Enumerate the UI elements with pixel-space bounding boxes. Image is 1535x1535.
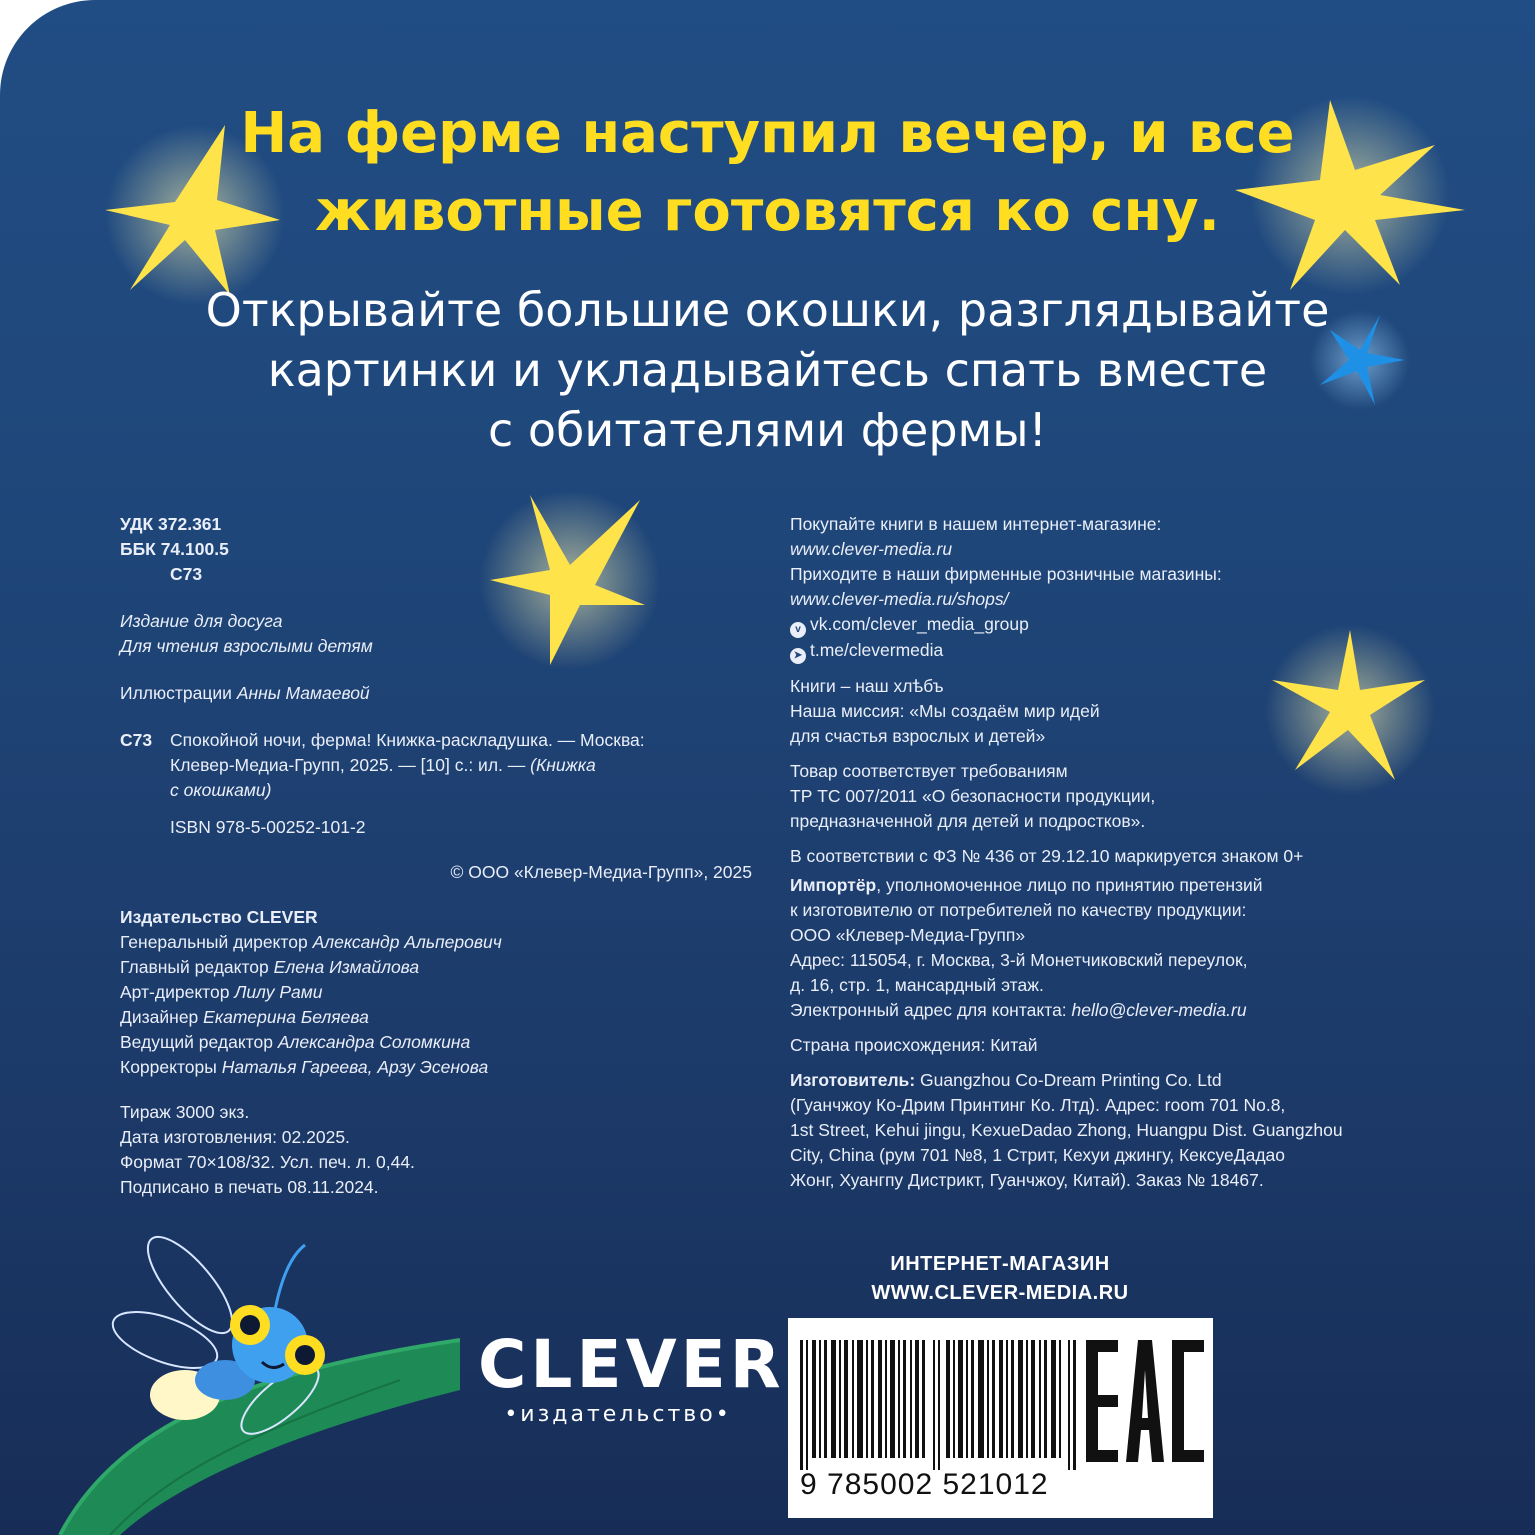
buy-text: Покупайте книги в нашем интернет-магазине:: [790, 514, 1162, 534]
mission: Наша миссия: «Мы создаём мир идей: [790, 701, 1100, 721]
staff-row: Генеральный директор Александр Альперович: [120, 932, 502, 952]
vk-icon: v: [790, 622, 806, 638]
edition-audience: Для чтения взрослыми детям: [120, 636, 373, 656]
manufacturer: Изготовитель: Guangzhou Co-Dream Printing Co. Ltd: [790, 1070, 1222, 1090]
slogan: Книги – наш хлѣбъ: [790, 676, 944, 696]
publisher: Издательство CLEVER: [120, 907, 318, 927]
shops-text: Приходите в наши фирменные розничные магазины:: [790, 564, 1222, 584]
udk: УДК 372.361: [120, 514, 222, 534]
print-format: Формат 70×108/32. Усл. печ. л. 0,44.: [120, 1152, 415, 1172]
copyright: © ООО «Клевер-Медиа-Групп», 2025: [450, 862, 752, 882]
online-shop: ИНТЕРНЕТ-МАГАЗИН WWW.CLEVER-MEDIA.RU: [871, 1253, 1129, 1304]
staff-row: Дизайнер Екатерина Беляева: [120, 1007, 369, 1027]
print-signed: Подписано в печать 08.11.2024.: [120, 1177, 379, 1197]
intro-text: [0, 280, 1535, 460]
imprint-right: Покупайте книги в нашем интернет-магазине: www.clever-media.ru Приходите в наши фирменные розничные магазины: www.clever-media.ru/shops/ v vk.com/clever_media_group ➤ t.me/clevermedia Книги – наш хлѣбъ Наша миссия: «Мы создаём мир идей для счастья взрослых и детей» Товар соответствует требованиям ТР ТС 007/2011 «О безопасности продукции, предназначенной для детей и подростков». В соответствии с ФЗ № 436 от 29.12.10 маркируется знаком 0+ Импортёр, уполномоченное лицо по принятию претензий к изготовителю от потребителей по качеству продукции: ООО «Клевер-Медиа-Групп» Адрес: 115054, г. Москва, 3-й Монетчиковский переулок, д. 16, стр. 1, мансардный этаж. Электронный адрес для контакта: hello@clever-media.ru Страна происхождения: Китай Изготовитель: Guangzhou Co-Dream Printing Co. Ltd (Гуанчжоу Ко-Дрим Принтинг Ко. Лтд). Адрес: room 701 No.8, 1st Street, Kehui jingu, KexueDadao Zhong, Huangpu Dist. Guangzhou City, China (рум 701 №8, 1 Стрит, Кехуи джингу, КексуеДадао Жонг, Хуангпу Дистрикт, Гуанчжоу, Китай). Заказ № 18467.: [790, 512, 1430, 1193]
telegram-icon: ➤: [790, 648, 806, 664]
fz-marking: В соответствии с ФЗ № 436 от 29.12.10 маркируется знаком 0+: [790, 846, 1304, 866]
staff-row: Арт-директор Лилу Рами: [120, 982, 323, 1002]
vk-link[interactable]: v vk.com/clever_media_group: [790, 612, 1430, 638]
barcode-number: 9 785002 521012: [800, 1468, 1049, 1501]
print-date: Дата изготовления: 02.2025.: [120, 1127, 350, 1147]
firefly-illustration: [0, 1230, 460, 1535]
staff-row: Главный редактор Елена Измайлова: [120, 957, 420, 977]
clever-logo: CLEVER •издательство•: [478, 1326, 785, 1427]
isbn: ISBN 978-5-00252-101-2: [170, 817, 366, 837]
site-link[interactable]: www.clever-media.ru: [790, 539, 953, 559]
imprint-left: [120, 512, 760, 1200]
importer: Импортёр, уполномоченное лицо по принятию претензий: [790, 875, 1263, 895]
edition-type: Издание для досуга: [120, 611, 283, 631]
author-mark: С73: [170, 564, 203, 584]
origin: Страна происхождения: Китай: [790, 1035, 1038, 1055]
headline-line: животные готовятся ко сну.: [315, 179, 1220, 244]
headline: [0, 95, 1535, 251]
staff-row: Ведущий редактор Александра Соломкина: [120, 1032, 471, 1052]
barcode: [800, 1340, 1080, 1470]
barcode-panel: [788, 1318, 1213, 1518]
tr-compliance: Товар соответствует требованиям: [790, 761, 1068, 781]
telegram-link[interactable]: ➤ t.me/clevermedia: [790, 638, 1430, 664]
eac-mark-icon: [1086, 1340, 1204, 1462]
intro-line: Открывайте большие окошки, разглядывайте: [205, 283, 1330, 337]
catalog-entry: С73 Спокойной ночи, ферма! Книжка-раскладушка. — Москва: Клевер-Медиа-Групп, 2025. — [10] с.: ил. — (Книжка с окошками) ISBN 978-5-00252-101-2: [120, 728, 760, 840]
contact-email: Электронный адрес для контакта: hello@clever-media.ru: [790, 1000, 1247, 1020]
illustrations: Иллюстрации Анны Мамаевой: [120, 683, 370, 703]
intro-line: картинки и укладывайтесь спать вместе: [267, 343, 1268, 397]
shops-link[interactable]: www.clever-media.ru/shops/: [790, 589, 1009, 609]
print-run: Тираж 3000 экз.: [120, 1102, 250, 1122]
headline-line: На ферме наступил вечер, и все: [240, 101, 1295, 166]
intro-line: с обитателями фермы!: [488, 403, 1047, 457]
bbk: ББК 74.100.5: [120, 539, 229, 559]
staff-row: Корректоры Наталья Гареева, Арзу Эсенова: [120, 1057, 489, 1077]
